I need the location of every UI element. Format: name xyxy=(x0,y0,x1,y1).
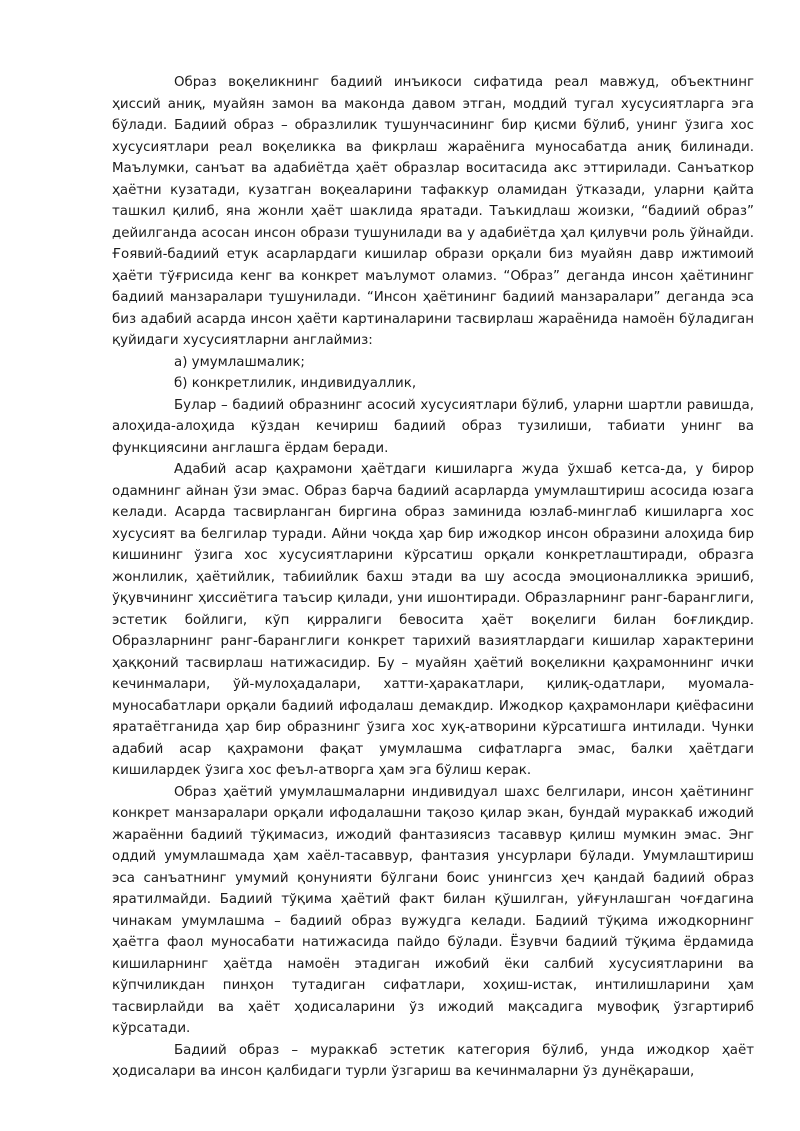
paragraph-properties-summary: Булар – бадиий образнинг асосий хусусиятлари бўлиб, уларни шартли равишда, алоҳида-алоҳида кўздан кечириш бадиий образ тузилиши, табиати унинг ва функциясини англашга ёрдам беради. xyxy=(112,397,754,456)
paragraph-aesthetic-category: Бадиий образ – мураккаб эстетик категория бўлиб, унда ижодкор ҳаёт ҳодисалари ва инсон қалбидаги турли ўзгариш ва кечинмаларни ўз дунёқараши, xyxy=(112,1042,754,1079)
document-page xyxy=(112,72,754,1083)
paragraph-image-definition: Образ воқеликнинг бадиий инъикоси сифатида реал мавжуд, объектнинг ҳиссий аниқ, муайян замон ва маконда давом этган, моддий тугал хусусиятларга эга бўлади. Бадиий образ – образлилик тушунчасининг бир қисми бўлиб, унинг ўзига хос хусусиятлари реал воқеликка ва фикрлаш жараёнига муносабатда аниқ билинади. Маълумки, санъат ва адабиётда ҳаёт образлар воситасида акс эттирилади. Санъаткор ҳаётни кузатади, кузатган воқеаларини тафаккур оламидан ўтказади, уларни қайта ташкил қилиб, яна жонли ҳаёт шаклида яратади. Таъкидлаш жоизки, “бадиий образ” дейилганда асосан инсон образи тушунилади ва у адабиётда ҳал қилувчи роль ўйнайди. Ғоявий-бадиий етук асарлардаги кишилар образи орқали биз муайян давр ижтимоий ҳаёти тўғрисида кенг ва конкрет маълумот оламиз. “Образ” деганда инсон ҳаётининг бадиий манзаралари тушунилади. “Инсон ҳаётининг бадиий манзаралари” деганда эса биз адабий асарда инсон ҳаёти картиналарини тасвирлаш жараёнида намоён бўладиган қуйидаги хусусиятларни англаймиз: xyxy=(112,75,754,348)
paragraph-literary-hero: Адабий асар қаҳрамони ҳаётдаги кишиларга жуда ўхшаб кетса-да, у бирор одамнинг айнан ўзи эмас. Образ барча бадиий асарларда умумлаштириш асосида юзага келади. Асарда тасвирланган биргина образ заминида юзлаб-минглаб кишиларга хос хусусият ва белгилар туради. Айни чоқда ҳар бир ижодкор инсон образини алоҳида бир кишининг ўзига хос хусусиятларини кўрсатиш орқали конкретлаштиради, образга жонлилик, ҳаётийлик, табиийлик бахш этади ва шу асосда эмоционалликка эришиб, ўқувчининг ҳиссиётига таъсир қилади, уни ишонтиради. Образларнинг ранг-баранглиги, эстетик бойлиги, кўп қирралиги бевосита ҳаёт воқелиги билан боғлиқдир. Образларнинг ранг-баранглиги конкрет тарихий вазиятлардаги кишилар характерини ҳаққоний тасвирлаш натижасидир. Бу – муайян ҳаётий воқеликни қаҳрамоннинг ички кечинмалари, ўй-мулоҳадалари, хатти-ҳаракатлари, қилиқ-одатлари, муомала-муносабатлари орқали бадиий ифодалаш демакдир. Ижодкор қаҳрамонлари қиёфасини яратаётганида ҳар бир образнинг ўзига хос хуқ-атворини кўрсатишга интилади. Чунки адабий асар қаҳрамони фақат умумлашма сифатларга эмас, балки ҳаётдаги кишилардек ўзига хос феъл-атворга ҳам эга бўлиш керак. xyxy=(112,462,754,778)
paragraph-artistic-fiction: Образ ҳаётий умумлашмаларни индивидуал шахс белгилари, инсон ҳаётининг конкрет манзаралари орқали ифодалашни тақозо қилар экан, бундай мураккаб ижодий жараённи бадиий тўқимасиз, ижодий фантазиясиз тасаввур қилиш мумкин эмас. Энг оддий умумлашмада ҳам хаёл-тасаввур, фантазия унсурлари бўлади. Умумлаштириш эса санъатнинг умумий қонунияти бўлгани боис унингсиз ҳеч қандай бадиий образ яратилмайди. Бадиий тўқима ҳаётий факт билан қўшилган, уйғунлашган чоғдагина чинакам умумлашма – бадиий образ вужудга келади. Бадиий тўқима ижодкорнинг ҳаётга фаол муносабати натижасида пайдо бўлади. Ёзувчи бадиий тўқима ёрдамида кишиларнинг ҳаётда намоён этадиган ижобий ёки салбий хусусиятларини ва кўпчиликдан пинҳон тутадиган сифатлари, хоҳиш-истак, интилишларини ҳам тасвирлайди ва ҳаёт ҳодисаларини ўз ижодий мақсадига мувофиқ ўзгартириб кўрсатади. xyxy=(112,784,754,1036)
list-item-concreteness: б) конкретлилик, индивидуаллик, xyxy=(174,376,417,391)
list-item-generalization: а) умумлашмалик; xyxy=(174,354,305,370)
